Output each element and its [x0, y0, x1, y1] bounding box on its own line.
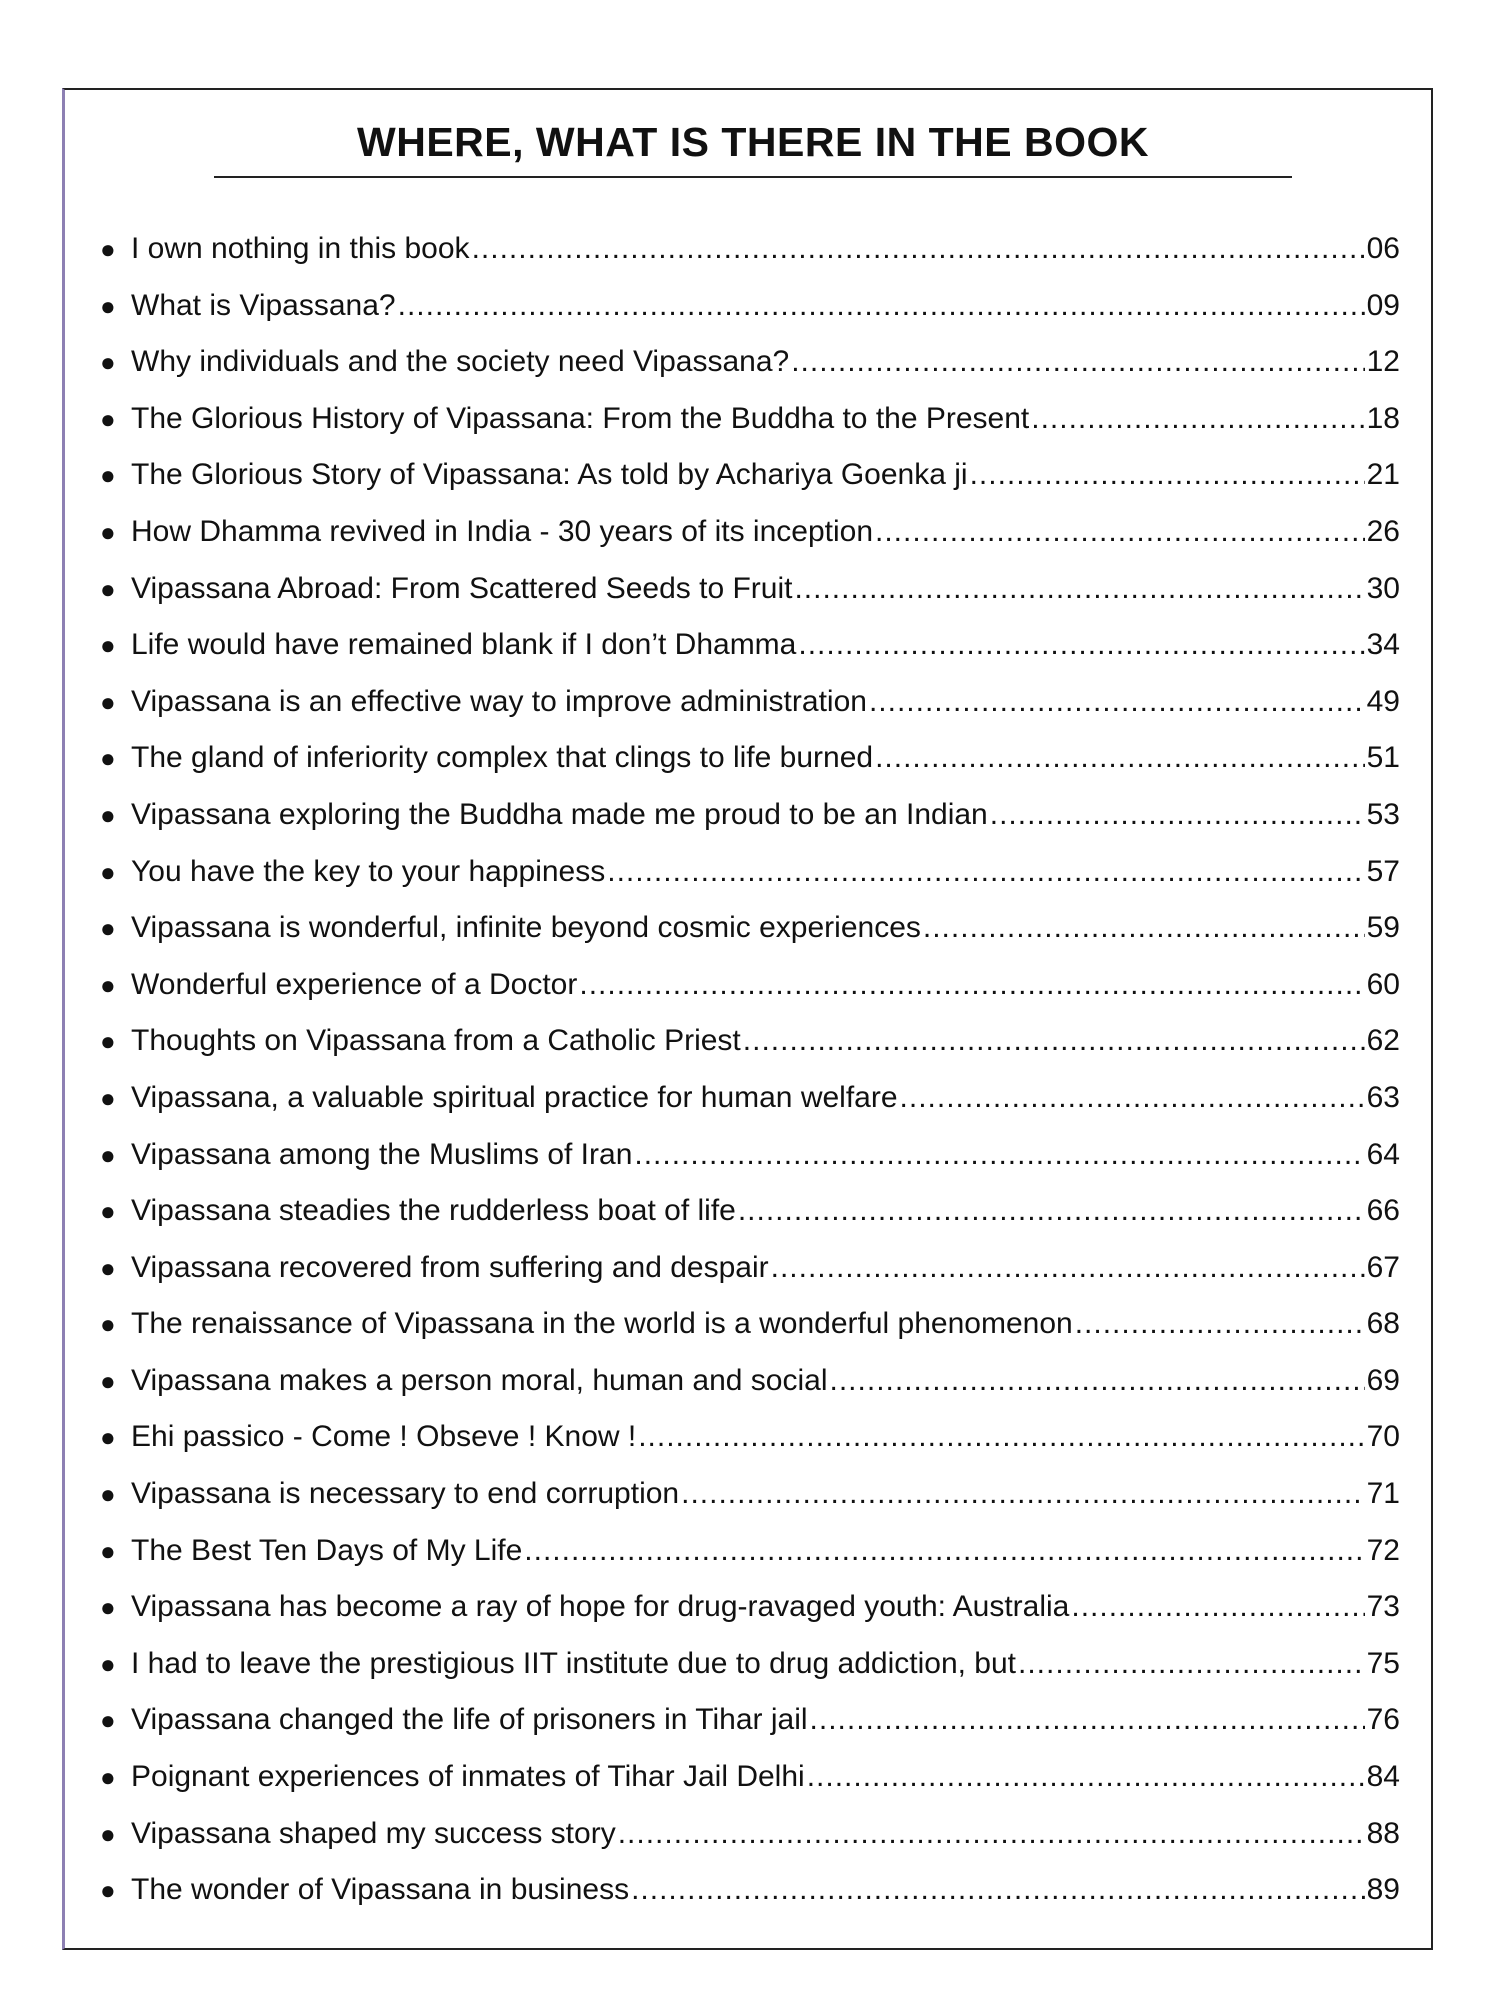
bullet-icon: ● [100, 1818, 116, 1849]
toc-entry-page-number: 68 [1366, 1307, 1400, 1341]
bullet-icon: ● [100, 290, 116, 321]
dot-leader [990, 798, 1365, 832]
bullet-icon: ● [100, 913, 116, 944]
toc-entry [100, 345, 1400, 402]
bullet-icon: ● [100, 1082, 116, 1113]
bullet-icon: ● [100, 1252, 116, 1283]
toc-entry-title: Vipassana, a valuable spiritual practice for human welfare [131, 1080, 898, 1114]
dot-leader [798, 628, 1364, 662]
toc-entry-title: Vipassana Abroad: From Scattered Seeds to Fruit [131, 571, 793, 605]
toc-entry [100, 1194, 1400, 1251]
bullet-icon: ● [100, 1479, 116, 1510]
dot-leader [631, 1873, 1365, 1907]
dot-leader [970, 458, 1365, 492]
toc-entry-page-number: 53 [1366, 797, 1400, 831]
toc-entry-title: Ehi passico - Come ! Obseve ! Know ! [131, 1420, 637, 1454]
heading-underline [214, 176, 1292, 178]
toc-entry-page-number: 30 [1366, 571, 1400, 605]
toc-entry-page-number: 18 [1366, 401, 1400, 435]
toc-entry [100, 855, 1400, 912]
toc-entry-title: Vipassana makes a person moral, human and social [131, 1363, 828, 1397]
toc-entry-page-number: 62 [1366, 1024, 1400, 1058]
toc-entry-title: Wonderful experience of a Doctor [131, 967, 578, 1001]
dot-leader [791, 345, 1364, 379]
dot-leader [607, 855, 1364, 889]
bullet-icon: ● [100, 1875, 116, 1906]
toc-entry-page-number: 67 [1366, 1250, 1400, 1284]
toc-entry-title: Poignant experiences of inmates of Tihar Jail Delhi [131, 1760, 805, 1794]
toc-entry-title: The renaissance of Vipassana in the world is a wonderful phenomenon [131, 1307, 1073, 1341]
dot-leader [875, 515, 1365, 549]
toc-entry [100, 1534, 1400, 1591]
toc-entry-page-number: 76 [1366, 1703, 1400, 1737]
toc-entry-page-number: 59 [1366, 911, 1400, 945]
dot-leader [807, 1760, 1365, 1794]
dot-leader [579, 968, 1364, 1002]
toc-entry-page-number: 26 [1366, 514, 1400, 548]
toc-entry [100, 1817, 1400, 1874]
toc-entry-page-number: 72 [1366, 1533, 1400, 1567]
toc-entry-page-number: 09 [1366, 288, 1400, 322]
toc-entry-page-number: 70 [1366, 1420, 1400, 1454]
toc-entry-title: I had to leave the prestigious IIT institute due to drug addiction, but [131, 1646, 1017, 1680]
toc-entry-title: Why individuals and the society need Vipassana? [131, 345, 790, 379]
bullet-icon: ● [100, 573, 116, 604]
dot-leader [738, 1194, 1365, 1228]
bullet-icon: ● [100, 1196, 116, 1227]
bullet-icon: ● [100, 403, 116, 434]
toc-heading: WHERE, WHAT IS THERE IN THE BOOK [357, 119, 1149, 165]
toc-entry-title: Vipassana recovered from suffering and despair [131, 1250, 769, 1284]
toc-entry-title: What is Vipassana? [131, 288, 396, 322]
bullet-icon: ● [100, 1592, 116, 1623]
toc-entry-page-number: 06 [1366, 232, 1400, 265]
toc-entry-page-number: 88 [1366, 1816, 1400, 1850]
bullet-icon: ● [100, 1762, 116, 1793]
dot-leader [681, 1477, 1365, 1511]
toc-entry [100, 628, 1400, 685]
toc-entry [100, 1364, 1400, 1421]
bullet-icon: ● [100, 347, 116, 378]
toc-entry-title: The gland of inferiority complex that clings to life burned [131, 741, 874, 775]
toc-entry [100, 1703, 1400, 1760]
toc-entry-title: The Glorious Story of Vipassana: As told by Achariya Goenka ji [131, 458, 968, 492]
bullet-icon: ● [100, 743, 116, 774]
toc-entry-title: Vipassana among the Muslims of Iran [131, 1137, 633, 1171]
toc-entry [100, 1081, 1400, 1138]
bullet-icon: ● [100, 460, 116, 491]
bullet-icon: ● [100, 1365, 116, 1396]
toc-entry [100, 1024, 1400, 1081]
toc-entry-title: The Glorious History of Vipassana: From the Buddha to the Present [131, 401, 1030, 435]
toc-entry-page-number: 60 [1366, 967, 1400, 1001]
bullet-icon: ● [100, 234, 116, 264]
toc-entry [100, 1590, 1400, 1647]
toc-entry-page-number: 75 [1366, 1646, 1400, 1680]
toc-entry-title: Vipassana shaped my success story [131, 1816, 616, 1850]
bullet-icon: ● [100, 1422, 116, 1453]
toc-entry [100, 458, 1400, 515]
bullet-icon: ● [100, 516, 116, 547]
toc-entry-page-number: 49 [1366, 684, 1400, 718]
bullet-icon: ● [100, 799, 116, 830]
bullet-icon: ● [100, 686, 116, 717]
toc-entry-page-number: 64 [1366, 1137, 1400, 1171]
toc-entry [100, 741, 1400, 798]
toc-entry-page-number: 66 [1366, 1194, 1400, 1228]
toc-entry-title: You have the key to your happiness [131, 854, 606, 888]
dot-leader [869, 685, 1365, 719]
dot-leader [830, 1364, 1365, 1398]
bullet-icon: ● [100, 1309, 116, 1340]
toc-entry-title: The Best Ten Days of My Life [131, 1533, 523, 1567]
toc-entry-title: Vipassana is necessary to end corruption [131, 1477, 680, 1511]
dot-leader [923, 911, 1365, 945]
dot-leader [810, 1703, 1365, 1737]
toc-entry-page-number: 69 [1366, 1363, 1400, 1397]
toc-entry-title: Vipassana is an effective way to improve administration [131, 684, 867, 718]
toc-entry-page-number: 34 [1366, 628, 1400, 662]
dot-leader [771, 1251, 1365, 1285]
toc-entry [100, 572, 1400, 629]
toc-entry-title: How Dhamma revived in India - 30 years of its inception [131, 514, 874, 548]
bullet-icon: ● [100, 1705, 116, 1736]
bullet-icon: ● [100, 1139, 116, 1170]
toc-entry-title: Vipassana steadies the rudderless boat of life [131, 1194, 736, 1228]
bullet-icon: ● [100, 1535, 116, 1566]
toc-entry [100, 1760, 1400, 1817]
dot-leader [875, 741, 1365, 775]
toc-entry-title: Vipassana changed the life of prisoners in Tihar jail [131, 1703, 808, 1737]
toc-entry-page-number: 84 [1366, 1760, 1400, 1794]
toc-entry [100, 402, 1400, 459]
dot-leader [1075, 1307, 1365, 1341]
toc-entry-page-number: 89 [1366, 1873, 1400, 1907]
dot-leader [398, 289, 1365, 323]
toc-entry [100, 289, 1400, 346]
toc-entry-page-number: 51 [1366, 741, 1400, 775]
toc-entry [100, 232, 1400, 289]
bullet-icon: ● [100, 856, 116, 887]
bullet-icon: ● [100, 969, 116, 1000]
toc-entry [100, 1477, 1400, 1534]
toc-entry [100, 1307, 1400, 1364]
toc-entry-title: Vipassana is wonderful, infinite beyond cosmic experiences [131, 911, 921, 945]
toc-entry [100, 1138, 1400, 1195]
table-of-contents [100, 232, 1400, 1930]
toc-entry [100, 1420, 1400, 1477]
dot-leader [618, 1817, 1365, 1851]
toc-entry [100, 685, 1400, 742]
bullet-icon: ● [100, 630, 116, 661]
toc-entry [100, 515, 1400, 572]
toc-entry-page-number: 57 [1366, 854, 1400, 888]
dot-leader [638, 1420, 1364, 1454]
toc-entry-page-number: 73 [1366, 1590, 1400, 1624]
toc-entry [100, 1873, 1400, 1930]
toc-entry-page-number: 63 [1366, 1080, 1400, 1114]
dot-leader [1018, 1647, 1365, 1681]
toc-entry [100, 1251, 1400, 1308]
dot-leader [472, 232, 1365, 266]
dot-leader [524, 1534, 1364, 1568]
toc-entry-page-number: 71 [1366, 1477, 1400, 1511]
dot-leader [794, 572, 1364, 606]
dot-leader [743, 1024, 1365, 1058]
toc-entry-title: Life would have remained blank if I don’t Dhamma [131, 628, 797, 662]
toc-entry [100, 798, 1400, 855]
dot-leader [1031, 402, 1364, 436]
toc-entry-title: Vipassana exploring the Buddha made me proud to be an Indian [131, 797, 988, 831]
toc-entry-page-number: 12 [1366, 345, 1400, 379]
toc-entry-title: The wonder of Vipassana in business [131, 1873, 630, 1907]
toc-entry-page-number: 21 [1366, 458, 1400, 492]
toc-entry-title: Thoughts on Vipassana from a Catholic Priest [131, 1024, 741, 1058]
bullet-icon: ● [100, 1026, 116, 1057]
toc-entry [100, 1647, 1400, 1704]
dot-leader [634, 1138, 1364, 1172]
toc-entry [100, 911, 1400, 968]
toc-entry-title: I own nothing in this book [131, 232, 470, 265]
dot-leader [1071, 1590, 1364, 1624]
dot-leader [900, 1081, 1365, 1115]
toc-entry [100, 968, 1400, 1025]
toc-entry-title: Vipassana has become a ray of hope for drug-ravaged youth: Australia [131, 1590, 1070, 1624]
bullet-icon: ● [100, 1648, 116, 1679]
